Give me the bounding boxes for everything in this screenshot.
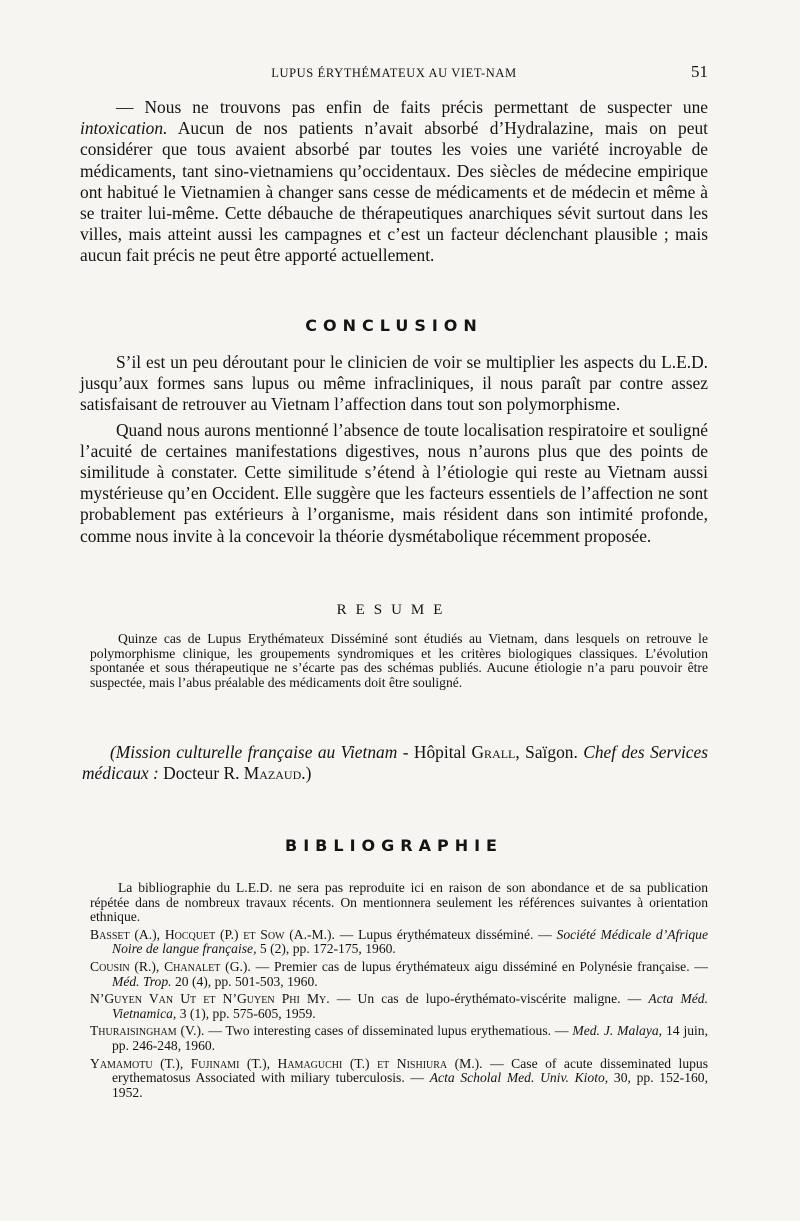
reference-item (90, 928, 708, 957)
city-name: , Saïgon. (515, 742, 584, 762)
reference-journal: Société Médicale d’Afrique Noire de langue française, (112, 926, 709, 957)
intro-text-start: — Nous ne trouvons pas enfin de faits précis permettant de suspecter une (116, 97, 708, 117)
reference-details: 14 juin, pp. 246-248, 1960. (112, 1023, 708, 1053)
reference-journal: Méd. Trop. (112, 973, 172, 989)
reference-item (90, 1057, 708, 1101)
hospital-name: Grall (471, 742, 516, 762)
bibliographie-heading: BIBLIOGRAPHIE (285, 836, 503, 855)
reference-title: — Two interesting cases of disseminated lupus erythematious. — (204, 1023, 573, 1039)
intro-text-rest: Aucun de nos patients n’avait absorbé d’Hydralazine, mais on peut considérer que tous avaient absorbé par toutes les voies une variété incroyable de médicaments, tant sino-vietnamiens qu’occidentaux. Des siècles de médecine empirique ont habitué le Vietnamien à changer sans cesse de médicaments et de médecin et même à se traiter lui-même. Cette débauche de thérapeutiques anarchiques sévit surtout dans les villes, mais atteint aussi les campagnes et c’est un facteur déclenchant plausible ; mais aucun fait précis ne peut être apporté actuellement. (80, 118, 708, 266)
reference-title: — Un cas de lupo-érythémato-viscérite maligne. — (329, 991, 649, 1007)
reference-authors: Basset (A.), Hocquet (P.) et Sow (A.-M.). (90, 926, 335, 942)
reference-journal: Med. J. Malaya, (572, 1023, 663, 1039)
mission-middle: - Hôpital (397, 742, 472, 762)
reference-journal: Acta Méd. Vietnamica, (112, 991, 708, 1021)
reference-item (90, 1024, 708, 1053)
reference-authors: N’Guyen Van Ut et N’Guyen Phi My. (90, 991, 330, 1007)
mission-note (82, 742, 708, 785)
reference-journal: Acta Scholal Med. Univ. Kioto, (429, 1070, 609, 1086)
resume-section (90, 632, 708, 690)
reference-details: 30, pp. 152-160, 1952. (112, 1070, 708, 1100)
reference-details: 5 (2), pp. 172-175, 1960. (256, 941, 396, 957)
reference-title: — Case of acute disseminated lupus erythematosus Associated with miliary tuberculosis. — (112, 1055, 708, 1086)
resume-heading: RESUME (336, 602, 452, 618)
reference-item (90, 960, 708, 989)
doctor-name: Mazaud (243, 763, 302, 784)
reference-details: 20 (4), pp. 501-503, 1960. (171, 973, 318, 989)
page-number: 51 (691, 62, 708, 81)
conclusion-section (80, 352, 708, 547)
mission-close: .) (301, 763, 312, 784)
conclusion-paragraph-2: Quand nous aurons mentionné l’absence de toute localisation respiratoire et souligné l’acuité de certaines manifestations digestives, nous n’aurons plus que des points de similitude à constater. Cette similitude s’étend à l’étiologie qui reste au Vietnam aussi mystérieuse qu’en Occident. Elle suggère que les facteurs essentiels de l’affection ne sont probablement pas extérieurs à l’organisme, mais résident dans son intimité profonde, comme nous invite à la concevoir la théorie dysmétabolique récemment proposée. (80, 419, 708, 546)
doctor-label: Docteur R. (158, 763, 244, 784)
reference-details: 3 (1), pp. 575-605, 1959. (176, 1005, 316, 1021)
reference-authors: Thuraisingham (V.). (90, 1023, 205, 1039)
conclusion-paragraph-1: S’il est un peu déroutant pour le clinicien de voir se multiplier les aspects du L.E.D. jusqu’aux formes sans lupus ou même infracliniques, il nous paraît par contre assez satisfaisant de retrouver au Vietnam l’affection dans tout son polymorphisme. (80, 352, 708, 415)
conclusion-heading: CONCLUSION (305, 316, 483, 335)
reference-title: — Lupus érythémateux disséminé. — (334, 926, 557, 942)
bibliography-section (90, 881, 708, 1100)
mission-name: (Mission culturelle française au Vietnam (110, 742, 398, 762)
resume-paragraph: Quinze cas de Lupus Erythémateux Disséminé sont étudiés au Vietnam, dans lesquels on retrouve le polymorphisme clinique, les groupements syndromiques et les critères biologiques classiques. L’évolution spontanée et sous thérapeutique ne s’écarte pas des schémas publiés. Aucune étiologie n’a paru pouvoir être suspectée, mais l’abus préalable des médicaments doit être souligné. (90, 631, 708, 690)
chef-title: Chef des Services médicaux : (82, 742, 709, 784)
running-title: LUPUS ÉRYTHÉMATEUX AU VIET-NAM (271, 66, 517, 80)
reference-authors: Yamamotu (T.), Fujinami (T.), Hamaguchi (T.) et Nishiura (M.). (90, 1055, 483, 1071)
mission-paragraph (82, 742, 708, 785)
intro-paragraph (80, 97, 708, 267)
reference-authors: Cousin (R.), Chanalet (G.). (90, 958, 251, 974)
page-header (80, 62, 708, 84)
reference-title: — Premier cas de lupus érythémateux aigu disséminé en Polynésie française. — (250, 958, 708, 974)
intro-section (80, 97, 708, 267)
bibliography-intro: La bibliographie du L.E.D. ne sera pas reproduite ici en raison de son abondance et de sa publication répétée dans de nombreux travaux récents. On mentionnera seulement les références suivantes à orientation ethnique. (90, 880, 708, 925)
reference-item (90, 992, 708, 1021)
intro-italic-term: intoxication. (80, 118, 168, 139)
